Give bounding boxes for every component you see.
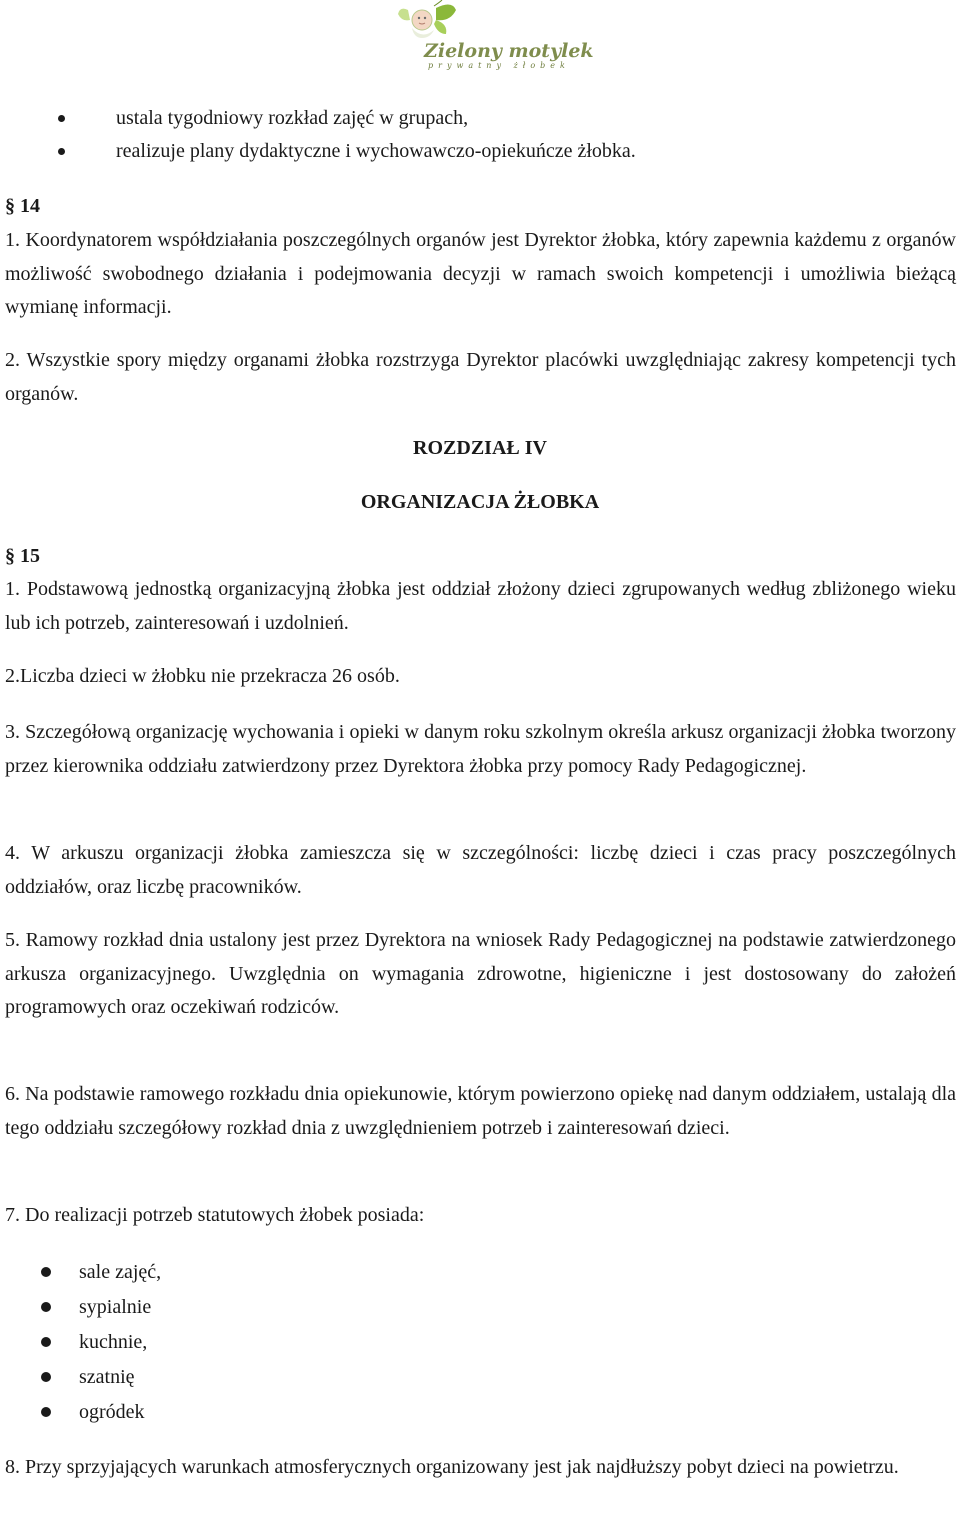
section-15-paragraph-1: 1. Podstawową jednostką organizacyjną żłobka jest oddział złożony dzieci zgrupowanych według zbliżonego wieku lub ich potrzeb, zainteresowań i uzdolnień. xyxy=(5,578,956,634)
list-item: sypialnie xyxy=(79,1296,152,1318)
list-item: kuchnie, xyxy=(79,1331,148,1353)
section-15-paragraph-8: 8. Przy sprzyjających warunkach atmosferycznych organizowany jest jak najdłuższy pobyt dzieci na powietrzu. xyxy=(5,1456,899,1478)
section-15-paragraph-4: 4. W arkuszu organizacji żłobka zamieszcza się w szczególności: liczbę dzieci i czas pracy poszczególnych oddziałów, oraz liczbę pracowników. xyxy=(5,842,956,898)
section-14-paragraph-2: 2. Wszystkie spory między organami żłobka rozstrzyga Dyrektor placówki uwzględniając zakresy kompetencji tych organów. xyxy=(5,349,956,405)
section-14-label: § 14 xyxy=(5,195,40,217)
section-15-paragraph-6: 6. Na podstawie ramowego rozkładu dnia opiekunowie, którym powierzono opiekę nad danym oddziałem, ustalają dla tego oddziału szczegółowy rozkład dnia z uwzględnieniem potrzeb i zainteresowań dzieci. xyxy=(5,1083,956,1139)
bullet-dot xyxy=(41,1337,51,1347)
bullet-dot xyxy=(58,148,65,155)
bullet-dot xyxy=(41,1372,51,1382)
bullet-dot xyxy=(41,1267,51,1277)
bullet-dot xyxy=(58,115,65,122)
list-item: realizuje plany dydaktyczne i wychowawczo-opiekuńcze żłobka. xyxy=(116,140,636,162)
list-item: sale zajęć, xyxy=(79,1261,162,1283)
logo-subtitle: prywatny żłobek xyxy=(428,61,570,70)
section-15-paragraph-3: 3. Szczegółową organizację wychowania i opieki w danym roku szkolnym określa arkusz organizacji żłobka tworzony przez kierownika oddziału zatwierdzony przez Dyrektora żłobka przy pomocy Rady Pedagogicznej. xyxy=(5,721,956,777)
section-15-paragraph-2: 2.Liczba dzieci w żłobku nie przekracza 26 osób. xyxy=(5,665,400,687)
chapter-subtitle: ORGANIZACJA ŻŁOBKA xyxy=(360,491,600,513)
section-14-paragraph-1: 1. Koordynatorem współdziałania poszczególnych organów jest Dyrektor żłobka, który zapewnia każdemu z organów możliwość swobodnego działania i podejmowania decyzji w ramach swoich kompetencji i umożliwia bieżącą wymianę informacji. xyxy=(5,229,956,318)
section-15-paragraph-7: 7. Do realizacji potrzeb statutowych żłobek posiada: xyxy=(5,1204,425,1226)
bullet-dot xyxy=(41,1407,51,1417)
section-15-label: § 15 xyxy=(5,545,40,567)
list-item: ogródek xyxy=(79,1401,145,1423)
list-item: ustala tygodniowy rozkład zajęć w grupach, xyxy=(116,107,469,129)
list-item: szatnię xyxy=(79,1366,135,1388)
logo xyxy=(396,0,594,82)
logo-name: Zielony motylek xyxy=(424,40,594,62)
bullet-dot xyxy=(41,1302,51,1312)
chapter-title: ROZDZIAŁ IV xyxy=(413,437,547,459)
section-15-paragraph-5: 5. Ramowy rozkład dnia ustalony jest przez Dyrektora na wniosek Rady Pedagogicznej na podstawie zatwierdzonego arkusza organizacyjnego. Uwzględnia on wymagania zdrowotne, higieniczne i jest dostosowany do założeń programowych oraz oczekiwań rodziców. xyxy=(5,929,956,1018)
